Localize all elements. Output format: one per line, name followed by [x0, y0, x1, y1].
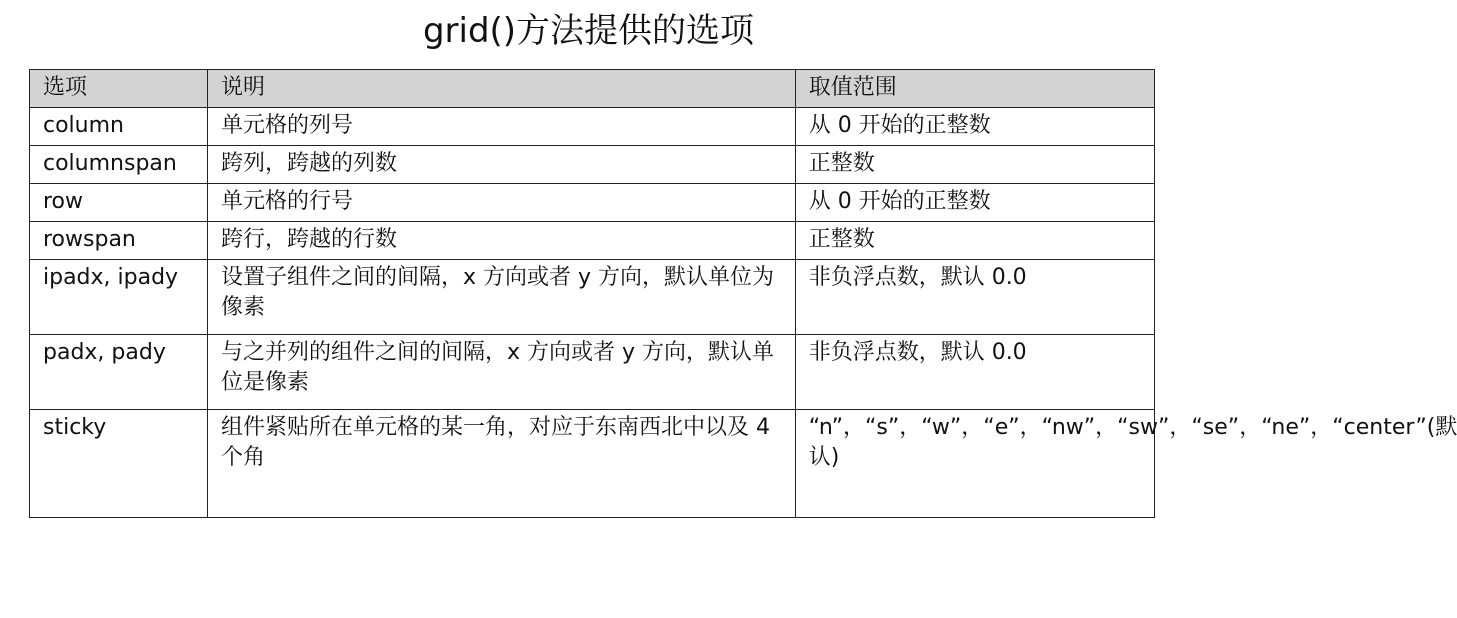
range-cell: 正整数	[795, 146, 1154, 184]
option-cell: ipadx, ipady	[30, 260, 208, 335]
option-cell: sticky	[30, 410, 208, 518]
table-row	[30, 222, 1155, 260]
table-row	[30, 146, 1155, 184]
range-cell: 从 0 开始的正整数	[795, 184, 1154, 222]
option-cell: row	[30, 184, 208, 222]
description-cell: 设置子组件之间的间隔，x 方向或者 y 方向，默认单位为像素	[208, 260, 796, 335]
option-cell: columnspan	[30, 146, 208, 184]
description-cell: 单元格的列号	[208, 108, 796, 146]
option-cell: padx, pady	[30, 335, 208, 410]
header-option: 选项	[30, 70, 208, 108]
range-cell: 非负浮点数，默认 0.0	[795, 260, 1154, 335]
description-cell: 组件紧贴所在单元格的某一角，对应于东南西北中以及 4 个角	[208, 410, 796, 518]
range-cell: 正整数	[795, 222, 1154, 260]
option-cell: rowspan	[30, 222, 208, 260]
description-cell: 单元格的行号	[208, 184, 796, 222]
header-range: 取值范围	[795, 70, 1154, 108]
range-cell: 非负浮点数，默认 0.0	[795, 335, 1154, 410]
option-cell: column	[30, 108, 208, 146]
options-table	[29, 69, 1457, 518]
header-description: 说明	[208, 70, 796, 108]
description-cell: 与之并列的组件之间的间隔，x 方向或者 y 方向，默认单位是像素	[208, 335, 796, 410]
table-row	[30, 260, 1155, 335]
range-cell: “n”，“s”，“w”，“e”，“nw”，“sw”，“se”，“ne”，“center”(默认)	[795, 410, 1154, 518]
table-row	[30, 410, 1155, 518]
description-cell: 跨行，跨越的行数	[208, 222, 796, 260]
range-cell: 从 0 开始的正整数	[795, 108, 1154, 146]
page-title: grid()方法提供的选项	[422, 11, 755, 51]
table-row	[30, 108, 1155, 146]
table-row	[30, 335, 1155, 410]
table-header-row	[30, 70, 1155, 108]
description-cell: 跨列，跨越的列数	[208, 146, 796, 184]
table-row	[30, 184, 1155, 222]
